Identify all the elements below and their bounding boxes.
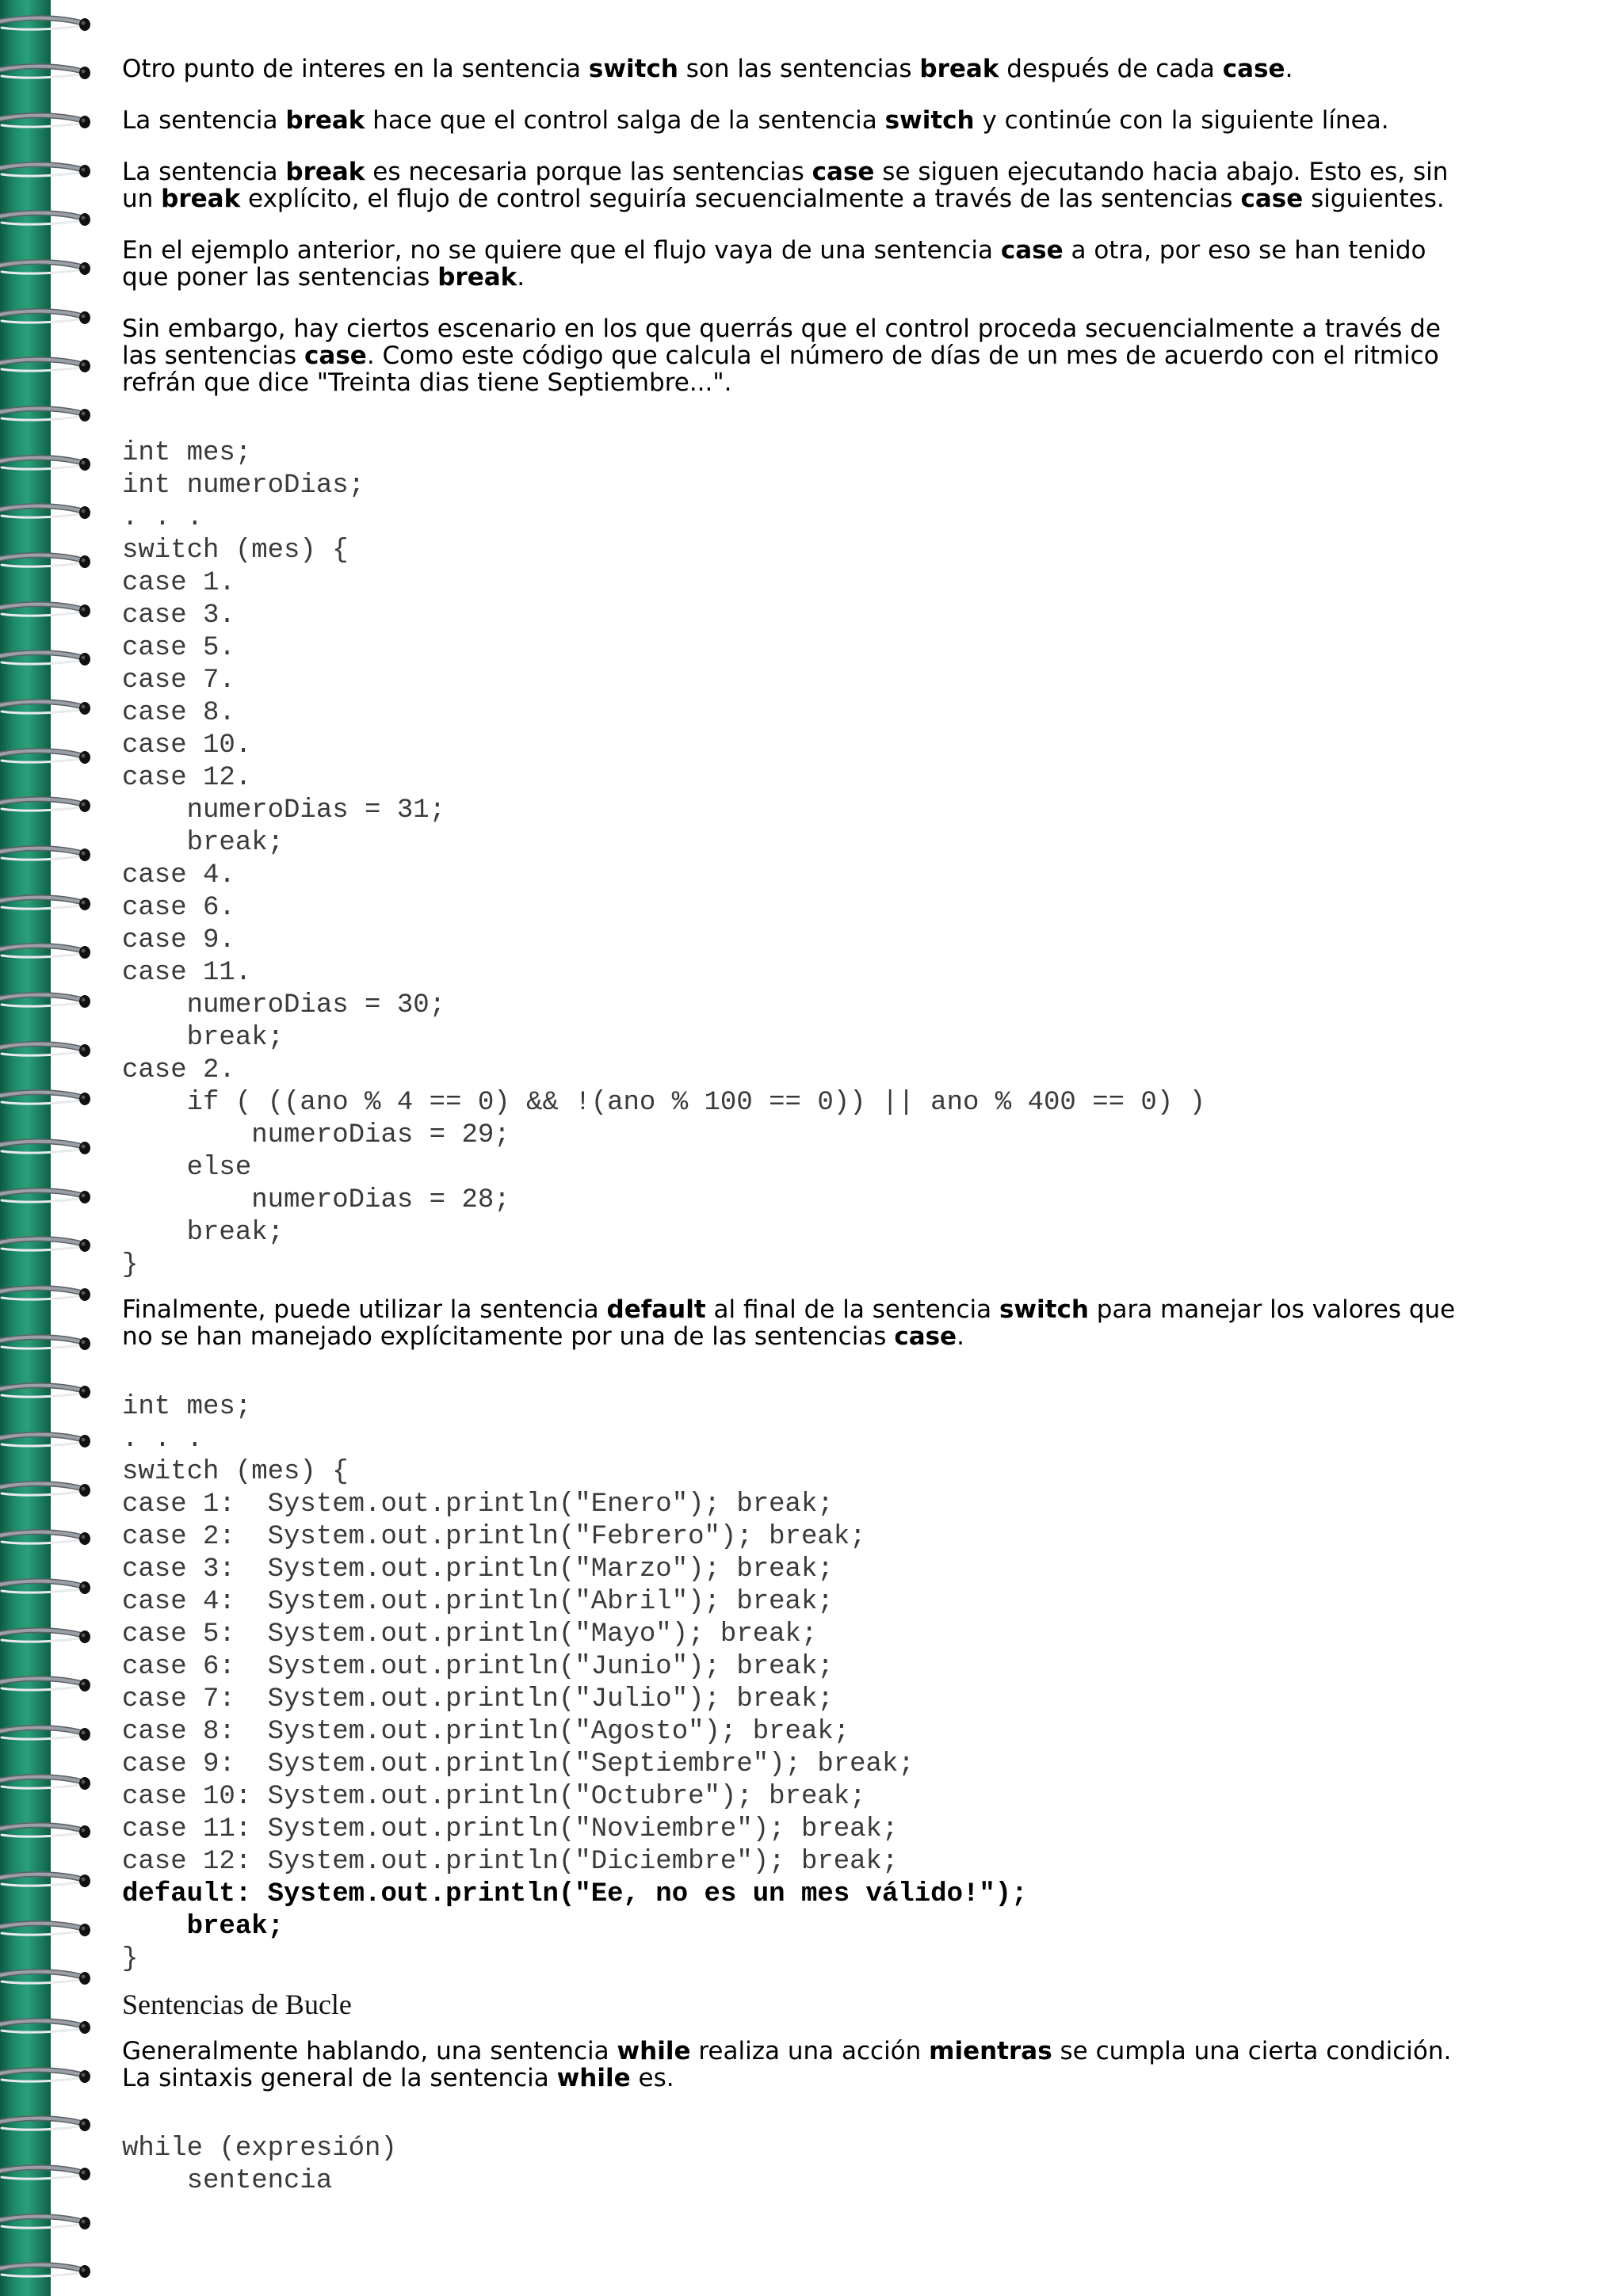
paragraph-text: se cumpla una cierta condición. La sintaxis general de la sentencia	[122, 2037, 1452, 2092]
keyword-text: while	[617, 2037, 691, 2065]
paragraph-text: después de cada	[999, 55, 1223, 83]
keyword-text: case	[1222, 55, 1285, 83]
spiral-ring	[0, 1381, 94, 1403]
spiral-ring	[0, 746, 94, 769]
paragraph-text: .	[957, 1322, 964, 1351]
spiral-ring	[0, 208, 94, 231]
code-line: case 10: System.out.println("Octubre"); break;	[122, 1782, 866, 1812]
code-line: switch (mes) {	[122, 536, 349, 566]
code-line: case 2.	[122, 1055, 235, 1085]
paragraph-text: explícito, el flujo de control seguiría secuencialmente a través de las sentencias	[240, 185, 1241, 213]
document-body	[122, 55, 1469, 2198]
keyword-text: while	[556, 2064, 631, 2092]
spiral-ring	[0, 1333, 94, 1355]
spiral-ring	[0, 62, 94, 84]
code-line: break;	[122, 1218, 285, 1248]
code-line: case 11.	[122, 958, 252, 988]
paragraph-text: Sin embargo, hay ciertos escenario en los que querrás que el control proceda secuencialmente a través de las sentencias	[122, 315, 1441, 370]
spiral-ring	[0, 893, 94, 915]
spiral-ring	[0, 1234, 94, 1257]
code-line: case 9.	[122, 925, 235, 955]
code-line: case 9: System.out.println("Septiembre"); break;	[122, 1749, 915, 1779]
code-line: case 6: System.out.println("Junio"); break;	[122, 1652, 834, 1682]
spiral-ring	[0, 941, 94, 963]
spiral-ring	[0, 1527, 94, 1550]
spiral-ring	[0, 2065, 94, 2088]
paragraph-break-necessary	[122, 158, 1469, 212]
code-block-default-case	[122, 1878, 1469, 1943]
code-line: case 4: System.out.println("Abril"); break;	[122, 1587, 834, 1617]
paragraph-text: se siguen ejecutando hacia abajo. Esto es, sin un	[122, 158, 1449, 213]
keyword-text: case	[1000, 236, 1064, 265]
code-line: case 5.	[122, 633, 235, 663]
code-block-while-syntax	[122, 2133, 1469, 2198]
keyword-text: case	[1240, 185, 1304, 213]
code-line: case 7.	[122, 666, 235, 696]
section-heading-loops: Sentencias de Bucle	[122, 1989, 352, 2020]
code-line: . . .	[122, 1425, 204, 1455]
spiral-ring	[0, 1430, 94, 1452]
spiral-ring	[0, 2016, 94, 2039]
keyword-text: case	[894, 1322, 957, 1351]
code-line: case 1.	[122, 568, 235, 598]
paragraph-while-intro	[122, 2038, 1469, 2092]
spiral-ring	[0, 502, 94, 524]
code-line: break;	[122, 1912, 285, 1942]
code-line: case 12: System.out.println("Diciembre"); break;	[122, 1847, 899, 1877]
spiral-ring	[0, 600, 94, 622]
keyword-text: case	[304, 341, 367, 370]
code-line: while (expresión)	[122, 2134, 397, 2164]
spiral-ring	[0, 1723, 94, 1745]
spiral-ring	[0, 1577, 94, 1599]
code-line: if ( ((ano % 4 == 0) && !(ano % 100 == 0)) || ano % 400 == 0) )	[122, 1088, 1206, 1118]
spiral-ring	[0, 2260, 94, 2283]
paragraph-text: La sentencia	[122, 106, 286, 135]
paragraph-text: Finalmente, puede utilizar la sentencia	[122, 1295, 607, 1324]
code-block-days-in-month	[122, 437, 1469, 1282]
spiral-ring	[0, 1088, 94, 1110]
spiral-ring	[0, 1479, 94, 1501]
keyword-text: break	[285, 158, 365, 186]
spiral-ring	[0, 1967, 94, 1989]
paragraph-previous-example	[122, 237, 1469, 291]
paragraph-text: realiza una acción	[690, 2037, 930, 2065]
spiral-ring	[0, 1674, 94, 1696]
code-line: break;	[122, 1023, 285, 1053]
code-line: . . .	[122, 503, 204, 533]
spiral-ring	[0, 648, 94, 670]
code-closing-brace: }	[122, 1944, 139, 1974]
paragraph-text: son las sentencias	[678, 55, 920, 83]
spiral-ring	[0, 990, 94, 1013]
code-line: case 3: System.out.println("Marzo"); break;	[122, 1554, 834, 1585]
paragraph-text: En el ejemplo anterior, no se quiere que el flujo vaya de una sentencia	[122, 236, 1001, 265]
spiral-ring	[0, 2114, 94, 2136]
paragraph-fallthrough-scenario	[122, 315, 1469, 396]
spiral-ring	[0, 1283, 94, 1306]
code-line: case 6.	[122, 893, 235, 923]
spiral-ring	[0, 160, 94, 182]
code-line: default: System.out.println("Ee, no es un mes válido!");	[122, 1879, 1028, 1909]
code-line: case 7: System.out.println("Julio"); break;	[122, 1684, 834, 1714]
code-line: numeroDias = 30;	[122, 990, 446, 1020]
spiral-ring	[0, 1870, 94, 1892]
code-line: case 2: System.out.println("Febrero"); break;	[122, 1522, 866, 1552]
spiral-ring	[0, 404, 94, 426]
paragraph-text: La sentencia	[122, 158, 286, 186]
code-line: case 8.	[122, 698, 235, 728]
spiral-ring	[0, 1919, 94, 1941]
keyword-text: switch	[588, 55, 678, 83]
code-block-month-names	[122, 1391, 1469, 1878]
spiral-ring	[0, 1137, 94, 1159]
paragraph-text: es necesaria porque las sentencias	[365, 158, 812, 186]
paragraph-text: .	[517, 263, 525, 292]
code-line: numeroDias = 29;	[122, 1120, 510, 1150]
spiral-ring	[0, 844, 94, 866]
code-line: else	[122, 1153, 252, 1183]
spiral-ring	[0, 257, 94, 280]
spiral-ring	[0, 1626, 94, 1648]
paragraph-text: para manejar los valores que no se han manejado explícitamente por una de las sentencias	[122, 1295, 1456, 1351]
code-line: case 12.	[122, 763, 252, 793]
code-line: case 4.	[122, 860, 235, 891]
paragraph-text: a otra, por eso se han tenido que poner las sentencias	[122, 236, 1426, 292]
code-line: }	[122, 1250, 139, 1280]
paragraph-text: Otro punto de interes en la sentencia	[122, 55, 589, 83]
spiral-ring	[0, 795, 94, 817]
code-line: numeroDias = 31;	[122, 795, 446, 826]
keyword-text: case	[812, 158, 875, 186]
paragraph-text: hace que el control salga de la sentencia	[365, 106, 885, 135]
code-line: case 1: System.out.println("Enero"); break;	[122, 1489, 834, 1520]
spiral-ring	[0, 1772, 94, 1794]
spiral-ring	[0, 1821, 94, 1843]
paragraph-text: siguientes.	[1303, 185, 1445, 213]
keyword-text: mientras	[929, 2037, 1052, 2065]
keyword-text: switch	[884, 106, 975, 135]
spiral-ring	[0, 2163, 94, 2185]
code-line: case 5: System.out.println("Mayo"); break;	[122, 1619, 818, 1650]
code-line: case 10.	[122, 730, 252, 761]
spiral-ring	[0, 1186, 94, 1208]
paragraph-break-intro	[122, 55, 1469, 82]
paragraph-text: .	[1285, 55, 1293, 83]
paragraph-break-effect	[122, 107, 1469, 134]
spiral-ring	[0, 111, 94, 133]
keyword-text: break	[161, 185, 241, 213]
paragraph-default-statement	[122, 1296, 1469, 1350]
code-line: break;	[122, 828, 285, 858]
code-line: int mes;	[122, 438, 252, 468]
keyword-text: break	[437, 263, 517, 292]
paragraph-text: y continúe con la siguiente línea.	[974, 106, 1389, 135]
paragraph-text: es.	[630, 2064, 674, 2092]
code-line: case 11: System.out.println("Noviembre"); break;	[122, 1814, 899, 1844]
keyword-text: break	[285, 106, 365, 135]
spiral-ring	[0, 1039, 94, 1062]
paragraph-text: Generalmente hablando, una sentencia	[122, 2037, 617, 2065]
spiral-ring	[0, 697, 94, 719]
paragraph-text: . Como este código que calcula el número de días de un mes de acuerdo con el ritmico refrán que dice "Treinta dias tiene Septiembre...".	[122, 341, 1439, 397]
keyword-text: switch	[999, 1295, 1089, 1324]
code-line: case 3.	[122, 601, 235, 631]
keyword-text: default	[606, 1295, 706, 1324]
code-line: case 8: System.out.println("Agosto"); break;	[122, 1717, 850, 1747]
code-line: int mes;	[122, 1392, 252, 1422]
paragraph-text: al final de la sentencia	[705, 1295, 999, 1324]
code-line: int numeroDias;	[122, 471, 365, 501]
spiral-ring	[0, 453, 94, 475]
spiral-ring	[0, 307, 94, 329]
spiral-ring	[0, 13, 94, 36]
keyword-text: break	[919, 55, 999, 83]
code-line: numeroDias = 28;	[122, 1185, 510, 1215]
code-line: sentencia	[122, 2166, 333, 2196]
spiral-ring	[0, 355, 94, 377]
code-line: switch (mes) {	[122, 1457, 349, 1487]
spiral-ring	[0, 2212, 94, 2234]
spiral-ring	[0, 551, 94, 573]
